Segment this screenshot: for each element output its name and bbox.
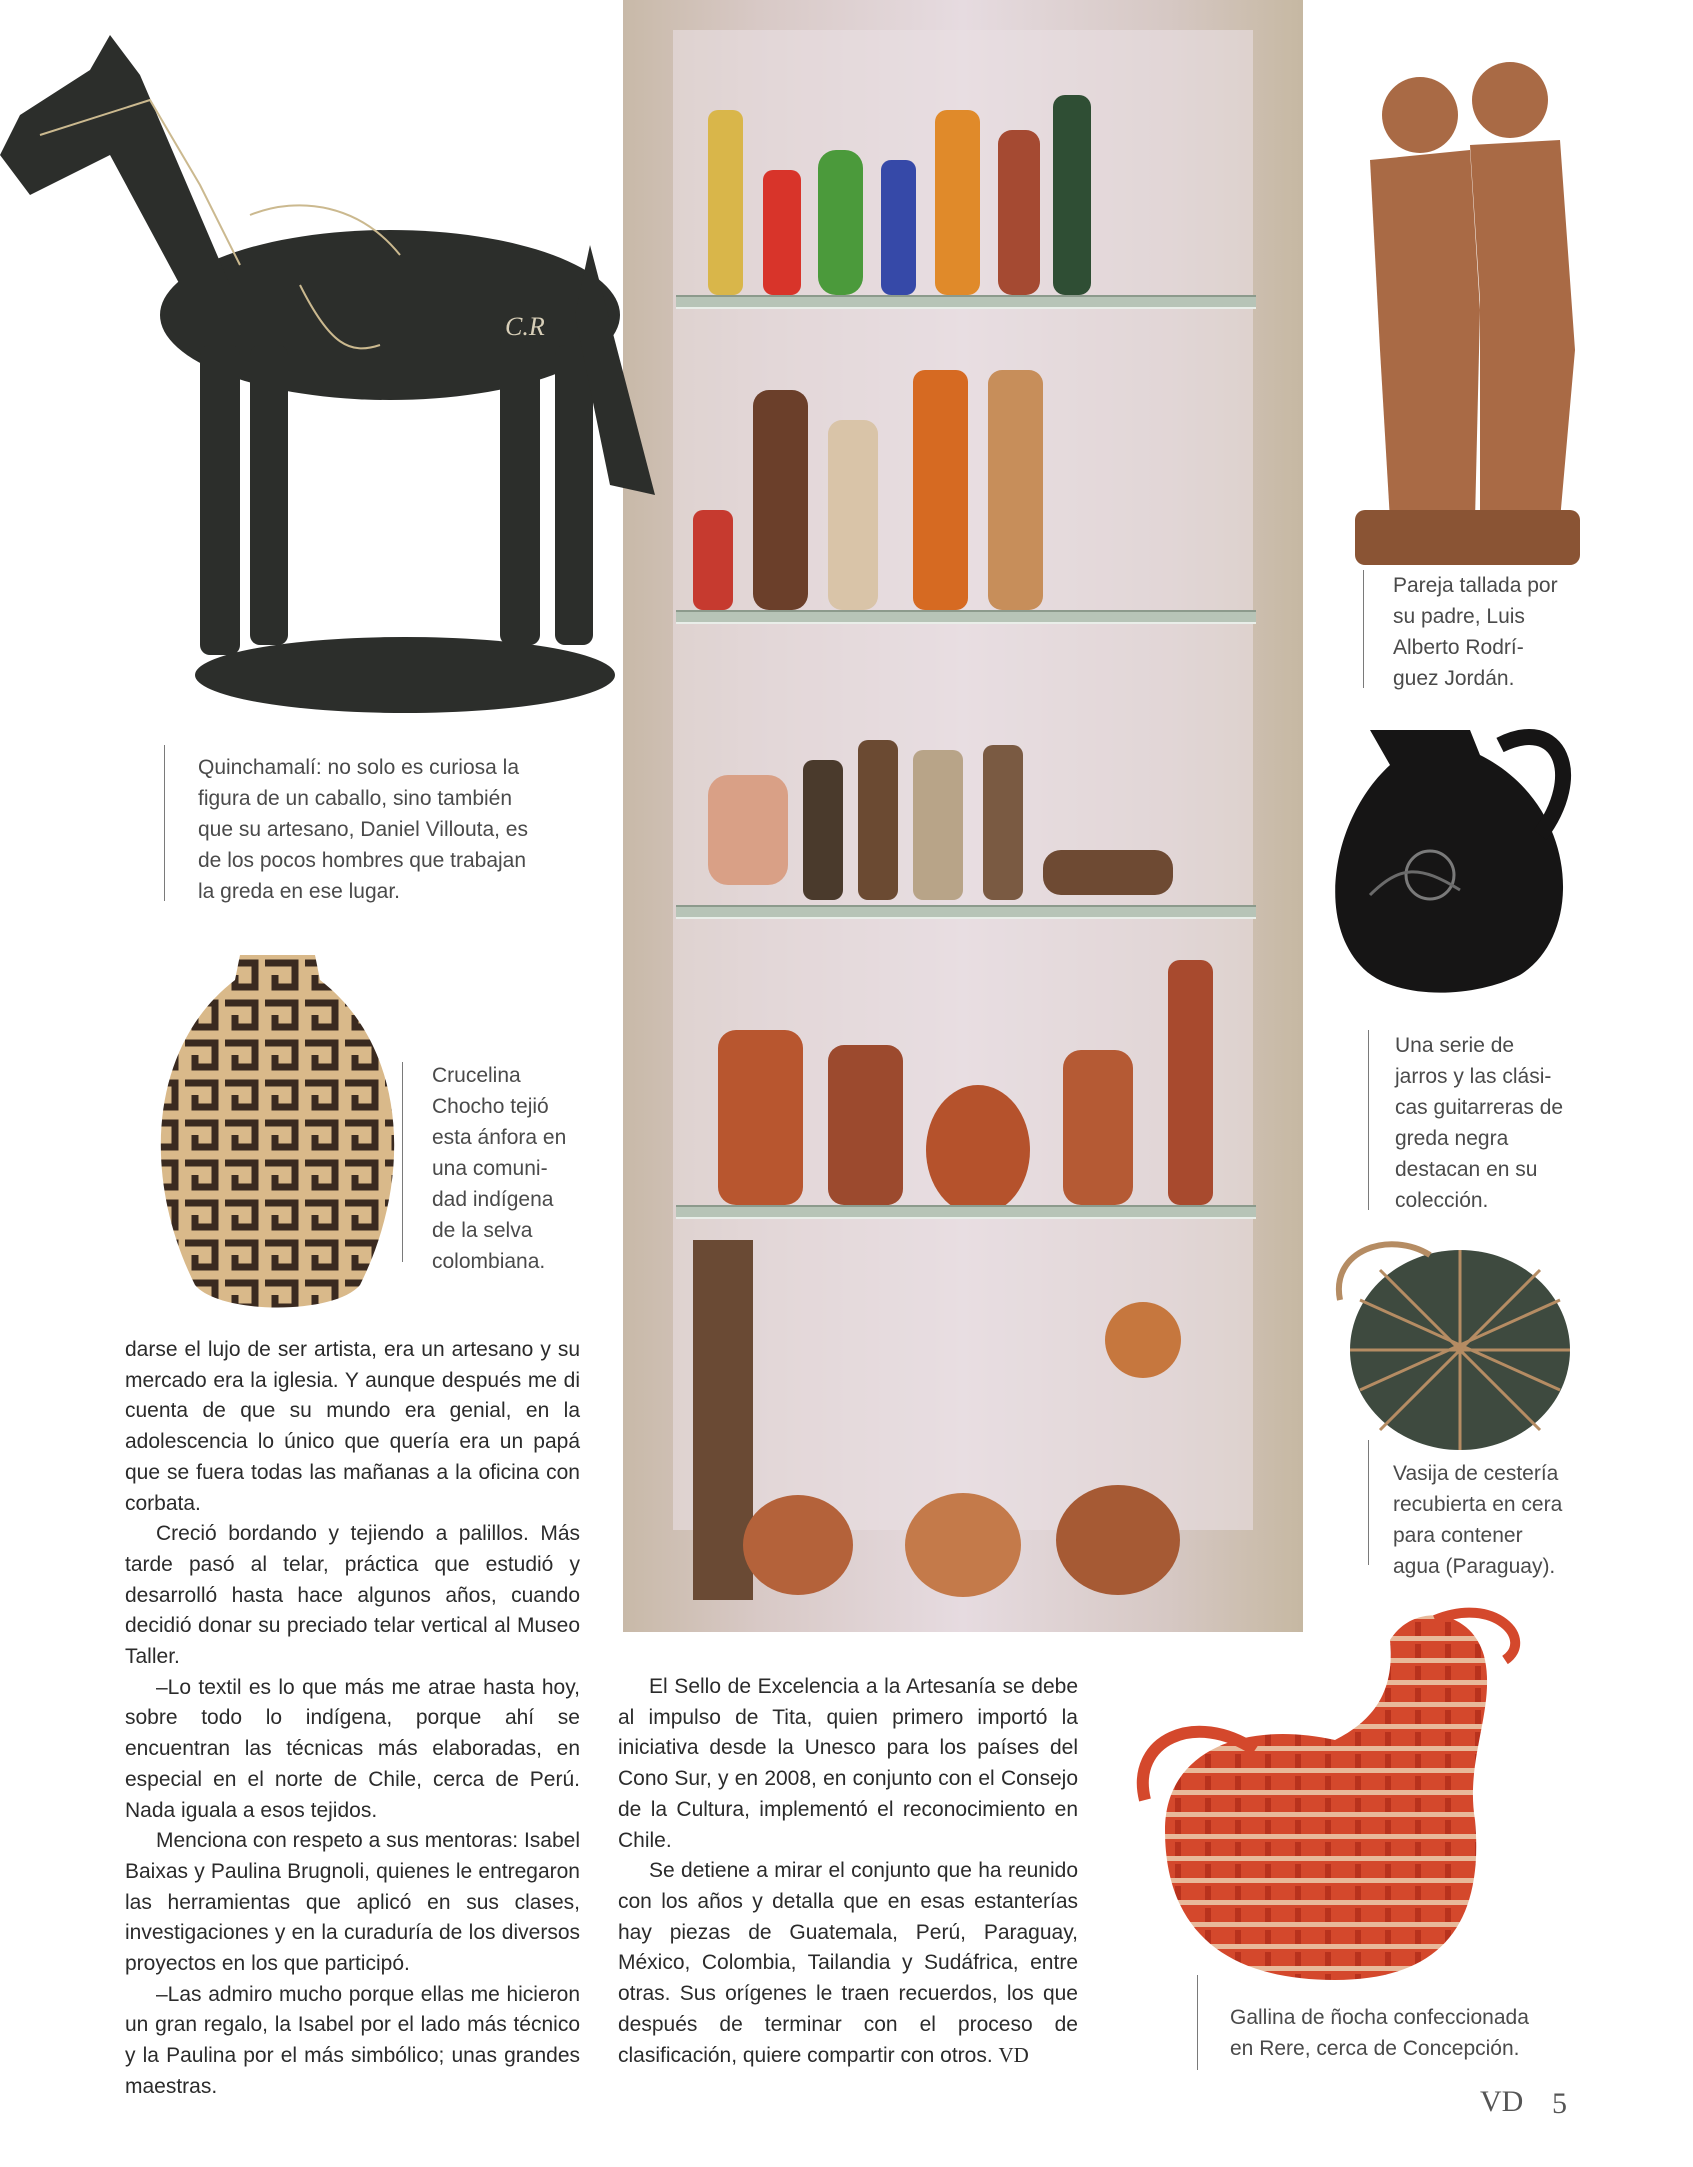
- basket-caption: Vasija de cestería recubierta en cera para contener agua (Paraguay).: [1393, 1462, 1563, 1578]
- waxed-basket-photo: [1320, 1230, 1575, 1455]
- left-body-column: [125, 1335, 580, 2103]
- horse-caption: Quinchamalí: no solo es curiosa la figura de un caballo, sino también que su artesano, Daniel Villouta, es de los pocos hombres que trabajan la greda en ese lugar.: [198, 756, 528, 903]
- paragraph: Menciona con respeto a sus mentoras: Isabel Baixas y Paulina Brugnoli, quienes le entregaron las herramientas que aplicó en sus clases, investigaciones y en la curaduría de los diversos proyectos en los que participó.: [125, 1829, 580, 1976]
- svg-text:C.R: C.R: [505, 312, 545, 341]
- paragraph: darse el lujo de ser artista, era un artesano y su mercado era la iglesia. Y aunque después me di cuenta de que su mundo era genial, en la adolescencia lo único que quería era un papá que se fuera todas las mañanas a la oficina con corbata.: [125, 1338, 580, 1515]
- paragraph-text: Se detiene a mirar el conjunto que ha reunido con los años y detalla que en esas estanterías hay piezas de Guatemala, Perú, Paraguay, México, Colombia, Tailandia y Sudáfrica, entre otras. Sus orígenes le traen recuerdos, los que después de terminar con el proceso de clasificación, quiere compartir con otros.: [618, 1859, 1078, 2068]
- paragraph: –Las admiro mucho porque ellas me hicieron un gran regalo, la Isabel por el lado más técnico y la Paulina por el más simbólico; unas grandes maestras.: [125, 1982, 580, 2098]
- woven-amphora-photo: [145, 955, 410, 1315]
- amphora-caption: Crucelina Chocho tejió esta ánfora en una comuni- dad indígena de la selva colombiana.: [432, 1064, 567, 1273]
- couple-caption-rule: [1363, 570, 1364, 688]
- carved-couple-photo: [1330, 50, 1605, 570]
- hen-caption-rule: [1197, 1975, 1198, 2070]
- shelf-photo: [623, 0, 1303, 1632]
- paragraph: Creció bordando y tejiendo a palillos. Más tarde pasó al telar, práctica que estudió y desarrolló hasta hace algunos años, cuando decidió donar su preciado telar vertical al Museo Taller.: [125, 1522, 580, 1669]
- noche-hen-basket-photo: [1135, 1600, 1550, 1985]
- amphora-caption-rule: [402, 1062, 403, 1262]
- jar-caption-rule: [1368, 1030, 1369, 1210]
- paragraph: El Sello de Excelencia a la Artesanía se debe al impulso de Tita, quien primero importó la iniciativa desde la Unesco para los países del Cono Sur, y en 2008, en conjunto con el Consejo de la Cultura, implementó el reconocimiento en Chile.: [618, 1675, 1078, 1852]
- end-signature: VD: [998, 2043, 1029, 2068]
- paragraph: –Lo textil es lo que más me atrae hasta hoy, sobre todo lo indígena, porque ahí se encuentran las técnicas más elaboradas, en especial en el norte de Chile, cerca de Perú. Nada iguala a esos tejidos.: [125, 1675, 580, 1822]
- basket-caption-rule: [1368, 1440, 1369, 1565]
- couple-caption: Pareja tallada por su padre, Luis Alberto Rodrí- guez Jordán.: [1393, 574, 1558, 690]
- hen-caption: Gallina de ñocha confeccionada en Rere, cerca de Concepción.: [1230, 2006, 1529, 2060]
- black-clay-jar-photo: [1330, 715, 1575, 995]
- footer-magazine-mark: VD: [1480, 2085, 1524, 2118]
- page-number: 5: [1552, 2087, 1567, 2120]
- horse-sculpture-photo: [0, 15, 665, 715]
- jar-caption: Una serie de jarros y las clási- cas guitarreras de greda negra destacan en su colección.: [1395, 1034, 1564, 1212]
- horse-caption-rule: [164, 745, 165, 901]
- paragraph: [618, 1856, 1078, 2072]
- middle-body-column: [618, 1672, 1078, 2072]
